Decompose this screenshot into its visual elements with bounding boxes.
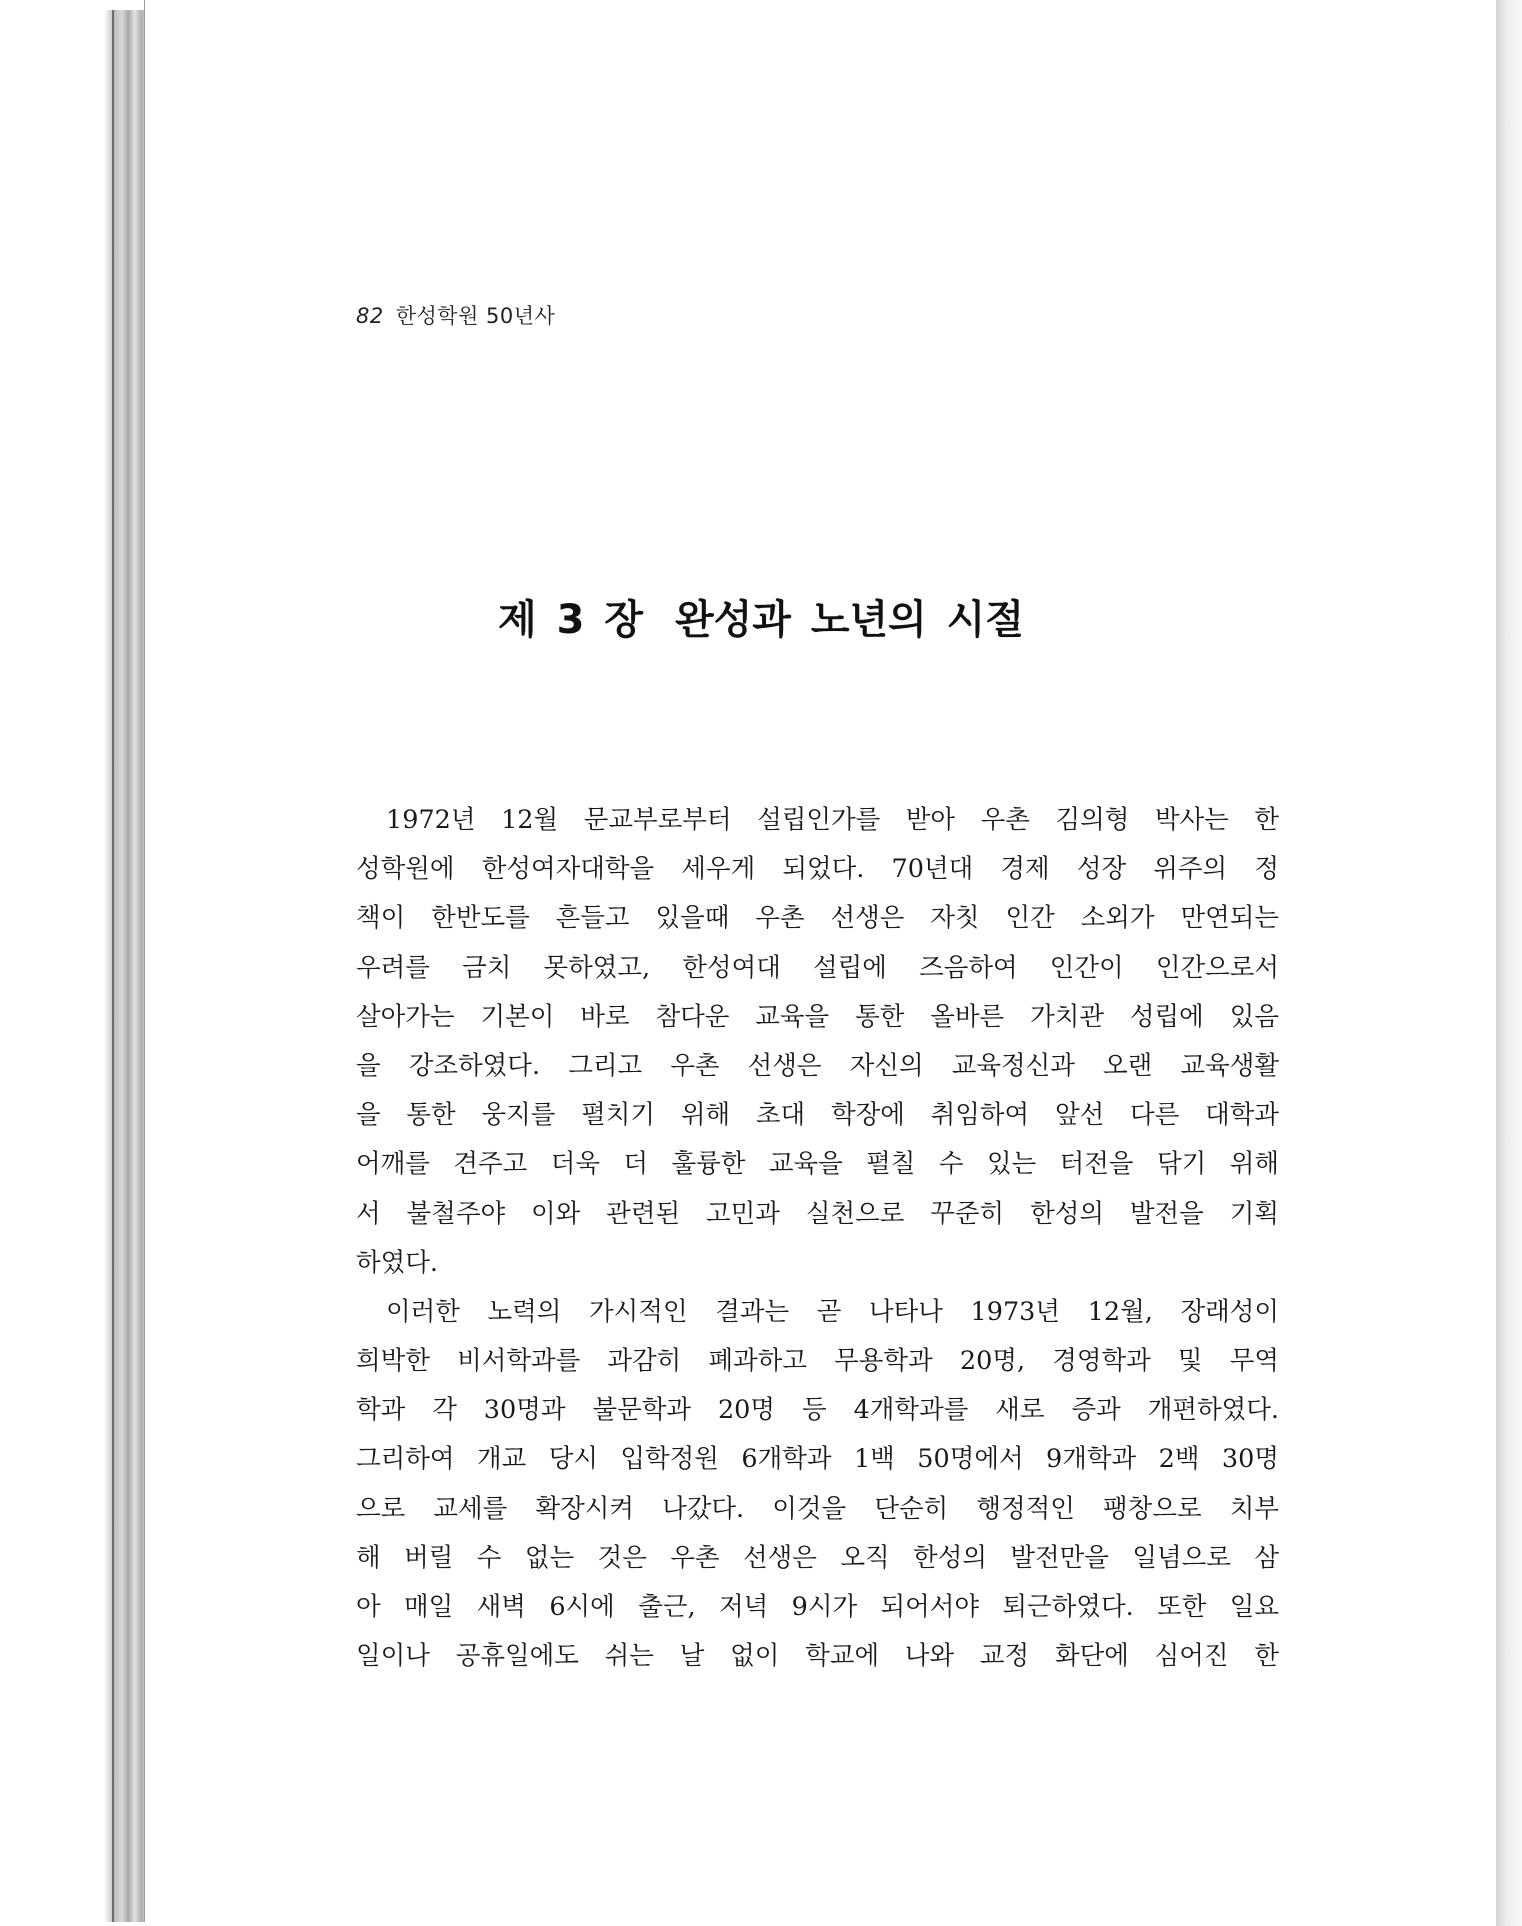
body-line: 으로 교세를 확장시켜 나갔다. 이것을 단순히 행정적인 팽창으로 치부 — [356, 1493, 1279, 1524]
body-line: 서 불철주야 이와 관련된 고민과 실천으로 꾸준히 한성의 발전을 기획 — [356, 1198, 1279, 1229]
body-line: 하였다. — [356, 1247, 439, 1278]
chapter-title — [0, 588, 1522, 645]
chapter-number: 제 3 장 — [498, 597, 643, 643]
body-line: 그리하여 개교 당시 입학정원 6개학과 1백 50명에서 9개학과 2백 30명 — [356, 1444, 1279, 1475]
body-line: 우려를 금치 못하였고, 한성여대 설립에 즈음하여 인간이 인간으로서 — [356, 952, 1279, 983]
chapter-name: 완성과 노년의 시절 — [674, 597, 1024, 643]
body-line: 어깨를 견주고 더욱 더 훌륭한 교육을 펼칠 수 있는 터전을 닦기 위해 — [356, 1149, 1279, 1180]
body-line: 일이나 공휴일에도 쉬는 날 없이 학교에 나와 교정 화단에 심어진 한 — [356, 1641, 1279, 1672]
body-line: 해 버릴 수 없는 것은 우촌 선생은 오직 한성의 발전만을 일념으로 삼 — [356, 1542, 1279, 1573]
body-line: 1972년 12월 문교부로부터 설립인가를 받아 우촌 김의형 박사는 한 — [386, 805, 1279, 835]
page-number: 82 — [356, 304, 384, 328]
body-text — [356, 796, 1279, 1681]
body-line: 희박한 비서학과를 과감히 폐과하고 무용학과 20명, 경영학과 및 무역 — [356, 1346, 1279, 1377]
book-title: 한성학원 50년사 — [395, 304, 556, 328]
page-shadow — [1496, 0, 1522, 1926]
body-line: 책이 한반도를 흔들고 있을때 우촌 선생은 자칫 인간 소외가 만연되는 — [356, 903, 1279, 934]
body-line: 을 통한 웅지를 펼치기 위해 초대 학장에 취임하여 앞선 다른 대학과 — [356, 1100, 1279, 1131]
body-line: 살아가는 기본이 바로 참다운 교육을 통한 올바른 가치관 성립에 있음 — [356, 1001, 1279, 1032]
body-line: 학과 각 30명과 불문학과 20명 등 4개학과를 새로 증과 개편하였다. — [356, 1395, 1279, 1426]
body-line: 을 강조하였다. 그리고 우촌 선생은 자신의 교육정신과 오랜 교육생활 — [356, 1050, 1279, 1081]
book-page-edges — [112, 10, 146, 1922]
body-line: 성학원에 한성여자대학을 세우게 되었다. 70년대 경제 성장 위주의 정 — [356, 854, 1279, 885]
running-head — [356, 300, 555, 330]
body-line: 아 매일 새벽 6시에 출근, 저녁 9시가 되어서야 퇴근하였다. 또한 일요 — [356, 1592, 1279, 1622]
body-line: 이러한 노력의 가시적인 결과는 곧 나타나 1973년 12월, 장래성이 — [386, 1296, 1279, 1327]
